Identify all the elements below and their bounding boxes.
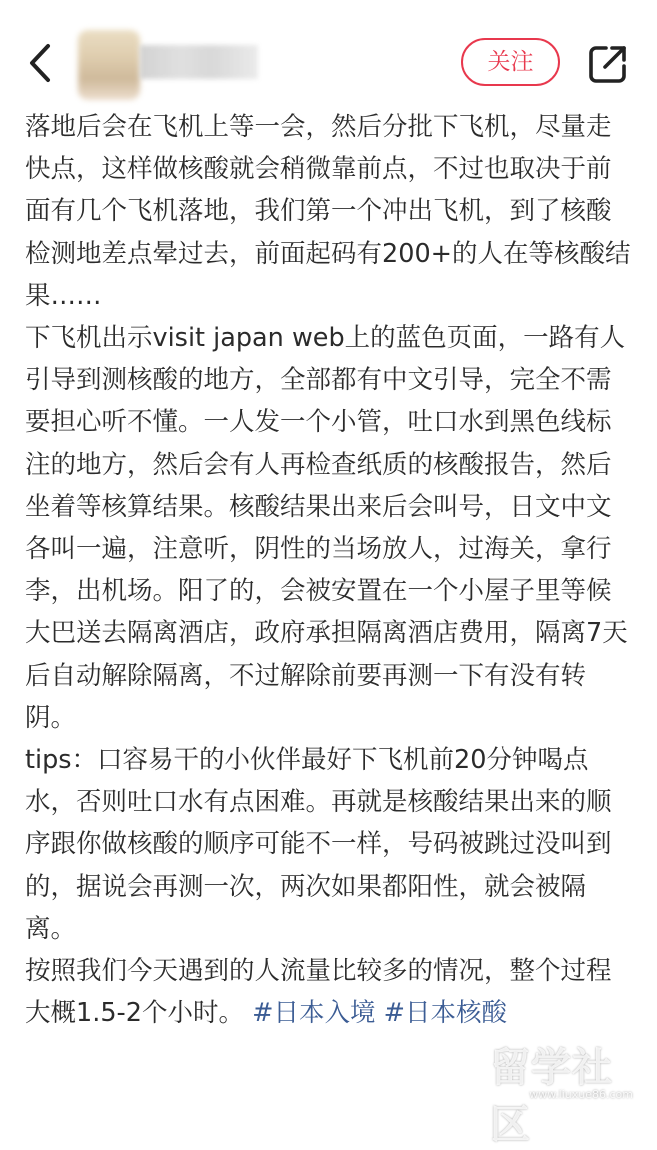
post-paragraph-tips: tips：口容易干的小伙伴最好下飞机前20分钟喝点水，否则吐口水有点困难。再就是核酸结果出来的顺序跟你做核酸的顺序可能不一样，号码被跳过没叫到的，据说会再测一次，两次如果都阳性，就会被隔离。: [25, 745, 612, 944]
post-paragraph-landing: 落地后会在飞机上等一会，然后分批下飞机，尽量走快点，这样做核酸就会稍微靠前点，不过也取决于前面有几个飞机落地，我们第一个冲出飞机，到了核酸检测地差点晕过去，前面起码有200+的人在等核酸结果……: [25, 112, 631, 311]
summary-text: 按照我们今天遇到的人流量比较多的情况，整个过程大概1.5-2个小时。: [25, 956, 612, 1029]
author-name-blurred[interactable]: [140, 45, 258, 79]
hashtag-japan-pcr[interactable]: #日本核酸: [383, 998, 507, 1029]
author-avatar[interactable]: [78, 30, 140, 100]
top-navigation-bar: [0, 0, 657, 112]
post-paragraph-summary: [25, 950, 633, 1034]
post-paragraph-procedure: 下飞机出示visit japan web上的蓝色页面，一路有人引导到测核酸的地方，全部都有中文引导，完全不需要担心听不懂。一人发一个小管，吐口水到黑色线标注的地方，然后会有人再检查纸质的核酸报告，然后坐着等核算结果。核酸结果出来后会叫号，日文中文各叫一遍，注意听，阴性的当场放人，过海关，拿行李，出机场。阳了的，会被安置在一个小屋子里等候大巴送去隔离酒店，政府承担隔离酒店费用，隔离7天后自动解除隔离，不过解除前要再测一下有没有转阴。: [25, 323, 628, 733]
share-icon: [586, 42, 630, 86]
back-button[interactable]: [22, 38, 62, 88]
hashtag-japan-entry[interactable]: #日本入境: [252, 998, 376, 1029]
watermark-text: 留学社区: [490, 1045, 613, 1148]
site-watermark: [490, 1026, 655, 1148]
watermark-url: www.liuxue86.com: [529, 1088, 633, 1101]
share-button[interactable]: [586, 42, 630, 86]
post-body: [25, 106, 633, 1034]
follow-button[interactable]: 关注: [461, 38, 560, 86]
chevron-left-icon: [22, 38, 62, 88]
